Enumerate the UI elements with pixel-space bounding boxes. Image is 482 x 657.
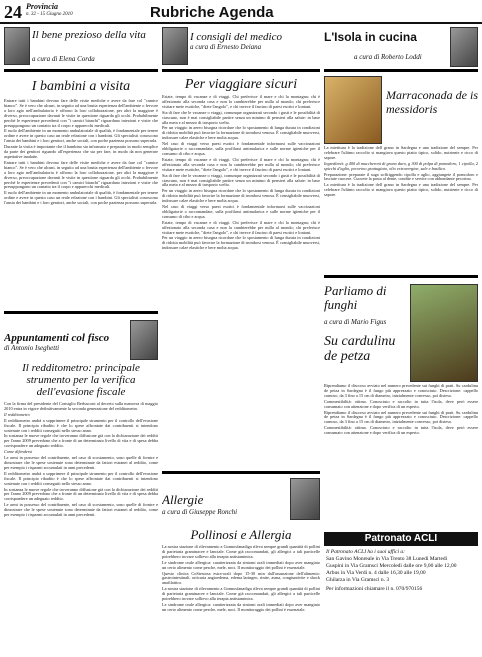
divider	[4, 311, 158, 314]
column-box-title: Appuntamenti col fisco	[4, 332, 110, 344]
column-right-box	[324, 27, 478, 69]
author-portrait	[130, 320, 158, 360]
mushroom-body	[324, 384, 478, 526]
paragraph: Estate, tempo di vacanze e di viaggi. Chi preferisce il mare e chi la montagna; chi è affezionato alla seconda casa e non la cambierebbe per nulla al mondo; chi preferisce visitare mete esotiche, "diete l'angolo", e chi invece il fascino di paesi esotici e lontani.	[162, 219, 320, 235]
column-middle-box-2	[162, 478, 320, 524]
paragraph: Entrare tutti i bambini devono fare delle visite mediche e avere da fare col "camice bianco". Se è vero che alcuni, in seguito ad una brutta esperienza dell'ambiente o fervore a loro agio nell'ambulatorio è offrono la loro collaborazione, per altri la maggiore è diverso, preoccupazione davanti le visite in questione riguarda gli occhi. Probabilmente perché le esperienze precedenti con "i camici bianchi" riguardano iniezioni e visite che presuppongono un contatto tra il corpo e apparecchi medicali.	[4, 159, 158, 190]
paragraph: Il redditometro	[4, 411, 30, 417]
divider	[162, 69, 320, 72]
paragraph: Come difendersi	[4, 449, 33, 455]
author-portrait	[290, 478, 320, 520]
acli-office: Arbus in Via Verdi n. 4 dalle 16,30 alle 19,00	[326, 570, 426, 576]
divider	[162, 471, 320, 474]
divider	[324, 69, 478, 72]
logo-issue: n. 32 - 15 Giugno 2010	[26, 12, 73, 17]
column-box-author: a cura di Elena Corda	[32, 55, 95, 63]
acli-intro: Il Patronato ACLI ha i suoi uffici a:	[326, 549, 405, 555]
paragraph: Il redditometro andrà a sopprimere il principale strumento per il controllo dell'evasione fiscale. Il principio ribadito è che lo spese affrontate dai contribuenti si intendono sostenute con i redditi conseguiti nello stesso anno.	[4, 417, 158, 433]
acli-office: Ghilarza in Via Gramsci n. 3	[326, 577, 390, 583]
article-body	[162, 95, 320, 467]
paragraph: Il ruolo dell'ambiente in un momento ambulatoriale di qualità, è fondamentale per tenere ordine e avere in questo caso un reale relazione con i bambini. Gli specialisti conoscono l'ansia dei bambini e i loro genitori, anche sociali, con poche pazienza possono superarla.	[4, 128, 158, 144]
author-portrait	[450, 27, 478, 67]
column-box-author: a cura di Ernesto Deiana	[190, 43, 262, 51]
acli-banner: Patronato ACLI	[324, 532, 478, 546]
paragraph: Le sindrome orale allergica: caratterizzata da sintomi orali immediati dopo aver mangiato un certo alimento come pesche, mele, noci. Il monitoraggio dei pollini è essenziale.	[162, 601, 320, 612]
column-box-author: a cura di Roberto Loddi	[354, 53, 422, 61]
column-right	[324, 27, 478, 653]
paragraph: Estate, tempo di vacanze e di viaggi. Chi preferisce il mare e chi la montagna; chi è affezionato alla seconda casa e non la cambierebbe per nulla al mondo; chi preferisce visitare mete esotiche, "diete l'angolo", e chi invece il fascino di paesi esotici e lontani.	[162, 156, 320, 172]
paragraph: Nel caso di viaggi verso paesi esotici è fondamentale informarsi sulle vaccinazioni obbligatorie o raccomandate, sulla profilassi antimalarica e sulle norme igieniche per il consumo di cibo e acqua.	[162, 204, 320, 219]
paragraph: La mietitura è la tradizione dell grano in Sardegna e una tradizione del sempre. Per celebrare l'ultimo raccolto si mangiava questo piatto tipico, solido, nutriente e ricco di sapore.	[324, 182, 478, 198]
paragraph: Per un viaggio in aereo bisogna ricordare che lo spostamento di lunga durata in condizioni di ridotta mobilità può favorire la formazione di trombosi venosa. È consigliabile muoversi, indossare calze elastiche e bere molta acqua.	[162, 188, 320, 204]
recipe-body	[324, 146, 478, 271]
paragraph: Nel caso di viaggi verso paesi esotici è fondamentale informarsi sulle vaccinazioni obbligatorie o raccomandate, sulla profilassi antimalarica e sulle norme igieniche per il consumo di cibo e acqua.	[162, 141, 320, 156]
article-headline: I bambini a visita	[31, 79, 131, 94]
paragraph: Sia di fare che le vacanze o viaggi, comunque organizzati secondo i gusti e le possibilità di ciascuno, non è mai consigliabile partire senza un minimo di pensieri alla salute: in base alla meta e al mezzo di trasporto scelto.	[162, 172, 320, 188]
paragraph: Le armi in possesso del contribuente, nel caso di scostamento, sono quelle di fornire e dimostrare che le spese sostenute sono determinate da fattori estranei al reddito, come per esempio i risparmi accumulati in anni precedenti.	[4, 455, 158, 470]
column-box-author: di Antonio Iseghetti	[4, 344, 60, 352]
acli-box	[324, 546, 478, 596]
acli-office: San Gavino Monreale in Via Trento 38 Lunedì Martedì	[326, 556, 448, 562]
column-box-author: a cura di Giuseppe Ronchi	[162, 508, 238, 516]
paragraph: Riprendiamo il discorso avviato nel numero precedente sui funghi di prati. Su cardulinu de petza in Sardegna è il fungo più apprezzato e conosciuto. Descrizione: cappello carnoso, da 3 fino a 15 cm di diametro, inizialmente convesso, poi disteso.	[324, 384, 478, 398]
paragraph: Ingredienti: g 400 di maccheroni di grano duro, g 300 di polpa di pomodoro, 1 cipolla, 2 spicchi d'aglio, pecorino grattugiato, olio extravergine, sale e basilico.	[324, 160, 478, 171]
dish-photo	[324, 76, 382, 144]
column-box-title: Il bene prezioso della vita	[32, 29, 146, 41]
paragraph: Per un viaggio in aereo bisogna ricordare che lo spostamento di lunga durata in condizioni di ridotta mobilità può favorire la formazione di trombosi venosa. È consigliabile muoversi, indossare calze elastiche e bere molta acqua.	[162, 125, 320, 141]
paragraph: Riprendiamo il discorso avviato nel numero precedente sui funghi di prati. Su cardulinu de petza in Sardegna è il fungo più apprezzato e conosciuto. Descrizione: cappello carnoso, da 3 fino a 15 cm di diametro, inizialmente convesso, poi disteso.	[324, 409, 478, 425]
paragraph: Il redditometro andrà a sopprimere il principale strumento per il controllo dell'evasione fiscale. Il principio ribadito è che lo spese affrontate dai contribuenti si intendono sostenute con i redditi conseguiti nello stesso anno.	[4, 470, 158, 486]
paragraph: La nostra stazione di rilevamento a Gonnosfanadiga rileva sempre grandi quantità di pollini di parietaria graminacee e lanciale. Come già raccomandati, gli allergici a tali particelle potrebbero trovare sollievo alla terapia antistaminica.	[162, 545, 320, 559]
page-number: 24	[4, 2, 22, 22]
article-body	[4, 402, 158, 642]
paragraph: In sostanza le nuove regole che troveranno diffusione già con la dichiarazione dei redditi per l'anno 2009 prevedono che a fronte di un determinato livello di vita e di spesa debba corrispondere un adeguato reddito.	[4, 433, 158, 449]
paragraph: Le armi in possesso del contribuente, nel caso di scostamento, sono quelle di fornire e dimostrare che le spese sostenute sono determinate da fattori estranei al reddito, come per esempio i risparmi accumulati in anni precedenti.	[4, 502, 158, 518]
paragraph: Entrare tutti i bambini devono fare delle visite mediche e avere da fare col "camice bianco". Se è vero che alcuni, in seguito ad una brutta esperienza dell'ambiente o fervore a loro agio nell'ambulatorio è offrono la loro collaborazione, per altri la maggiore è diverso, preoccupazione davanti le visite in questione riguarda gli occhi. Probabilmente perché le esperienze precedenti con "i camici bianchi" riguardano iniezioni e visite che presuppongono un contatto tra il corpo e apparecchi medicali.	[4, 99, 158, 128]
author-portrait	[4, 27, 30, 65]
paragraph: Durante la visita è importante che il bambino sia informato e preparato in modo semplice da parte dei genitori riguardo all'esperienza che sta per fare, in modo da non generare aspettative inadatte.	[4, 144, 158, 159]
paragraph: La mietitura è la tradizione dell grano in Sardegna e una tradizione del sempre. Per celebrare l'ultimo raccolto si mangiava questo piatto tipico, solido, nutriente e ricco di sapore.	[324, 146, 478, 160]
column-left-box-2	[4, 320, 158, 360]
column-left	[4, 27, 158, 653]
newspaper-logo	[26, 3, 73, 19]
column-box-title: Allergie	[162, 492, 204, 507]
article-headline: Per viaggiare sicuri	[184, 77, 298, 92]
divider	[4, 69, 158, 72]
recipe-headline: Marraconada de is messidoris	[386, 88, 478, 116]
section-title: Rubriche Agenda	[150, 4, 274, 21]
mushroom-photo	[410, 284, 478, 382]
column-middle-box	[162, 27, 320, 69]
author-portrait	[162, 27, 188, 65]
mushroom-author: a cura di Mario Figus	[324, 318, 387, 326]
paragraph: La nostra stazione di rilevamento a Gonnosfanadiga rileva sempre grandi quantità di pollini di parietaria graminacee e lanciale. Come già raccomandati, gli allergici a tali particelle potrebbero trovare sollievo alla terapia antistaminica.	[162, 586, 320, 602]
paragraph: Per un viaggio in aereo bisogna ricordare che lo spostamento di lunga durata in condizioni di ridotta mobilità può favorire la formazione di trombosi venosa. È consigliabile muoversi, indossare calze elastiche e bere molta acqua.	[162, 235, 320, 251]
acli-contact: Per informazioni chiamare il n. 070/970156	[326, 586, 423, 592]
recipe-header	[324, 76, 478, 146]
logo-name: Provincia	[26, 2, 58, 11]
article-body	[162, 545, 320, 653]
mushroom-headline: Su cardulinu de petza	[324, 334, 396, 364]
article-headline: Pollinosi e Allergia	[190, 527, 292, 542]
paragraph: Questo clinica CoStestosa estra-orali dopo 15-30 min dall'assunzione dell'alimento: gastrointestinali, orticaria angioedema, edema laringeo, rinite, asma, congiuntivite e shock anafilattico.	[162, 570, 320, 586]
paragraph: Il ruolo dell'ambiente in un momento ambulatoriale di qualità, è fondamentale per tenere ordine e avere in questo caso un reale relazione con i bambini. Gli specialisti conoscono l'ansia dei bambini e i loro genitori, anche sociali, con poche pazienza possono superarla.	[4, 190, 158, 206]
header-rule	[0, 22, 482, 24]
paragraph: Preparazione: preparate il sugo soffriggendo cipolla e aglio, aggiungete il pomodoro e lasciate cuocere. Cuocete la pasta al dente, condite e servite con abbondante pecorino.	[324, 171, 478, 182]
column-box-title: L'Isola in cucina	[324, 30, 417, 44]
acli-office: Guspini in Via Gramsci Mercoledì dalle ore 9,00 alle 12,00	[326, 563, 457, 569]
column-left-box	[4, 27, 158, 69]
paragraph: In sostanza le nuove regole che troveranno diffusione già con la dichiarazione dei redditi per l'anno 2009 prevedono che a fronte di un determinato livello di vita e di spesa debba corrispondere un adeguato reddito.	[4, 486, 158, 502]
paragraph: Estate, tempo di vacanze e di viaggi. Chi preferisce il mare e chi la montagna; chi è affezionato alla seconda casa e non la cambierebbe per nulla al mondo; chi preferisce visitare mete esotiche, "diete l'angolo", e chi invece il fascino di paesi esotici e lontani.	[162, 95, 320, 109]
column-middle	[162, 27, 320, 653]
article-headline: Il redditometro: principale strumento per la verifica dell'evasione fiscale	[22, 362, 140, 398]
paragraph: Commestibilità: ottimo. Conosciuto e raccolto in tutta l'isola, deve però essere consumato con attenzione e dopo verifica di un esperto.	[324, 425, 478, 436]
paragraph: Commestibilità: ottimo. Conosciuto e raccolto in tutta l'isola, deve però essere consumato con attenzione e dopo verifica di un esperto.	[324, 398, 478, 409]
paragraph: Con la firma del presidente del Consiglio Berlusconi al decreto sulla manovra di maggio 2010 entra in vigore definitivamente la seconda generazione del redditometro.	[4, 402, 158, 411]
article-body	[4, 99, 158, 299]
mushroom-title: Parliamo di funghi	[324, 283, 387, 312]
divider	[324, 275, 478, 278]
mushroom-header	[324, 284, 478, 384]
paragraph: Sia di fare che le vacanze o viaggi, comunque organizzati secondo i gusti e le possibilità di ciascuno, non è mai consigliabile partire senza un minimo di pensieri alla salute: in base alla meta e al mezzo di trasporto scelto.	[162, 109, 320, 125]
paragraph: Le sindrome orale allergica: caratterizzata da sintomi orali immediati dopo aver mangiato un certo alimento come pesche, mele, noci. Il monitoraggio dei pollini è essenziale.	[162, 559, 320, 570]
column-box-title: I consigli del medico	[190, 31, 282, 43]
